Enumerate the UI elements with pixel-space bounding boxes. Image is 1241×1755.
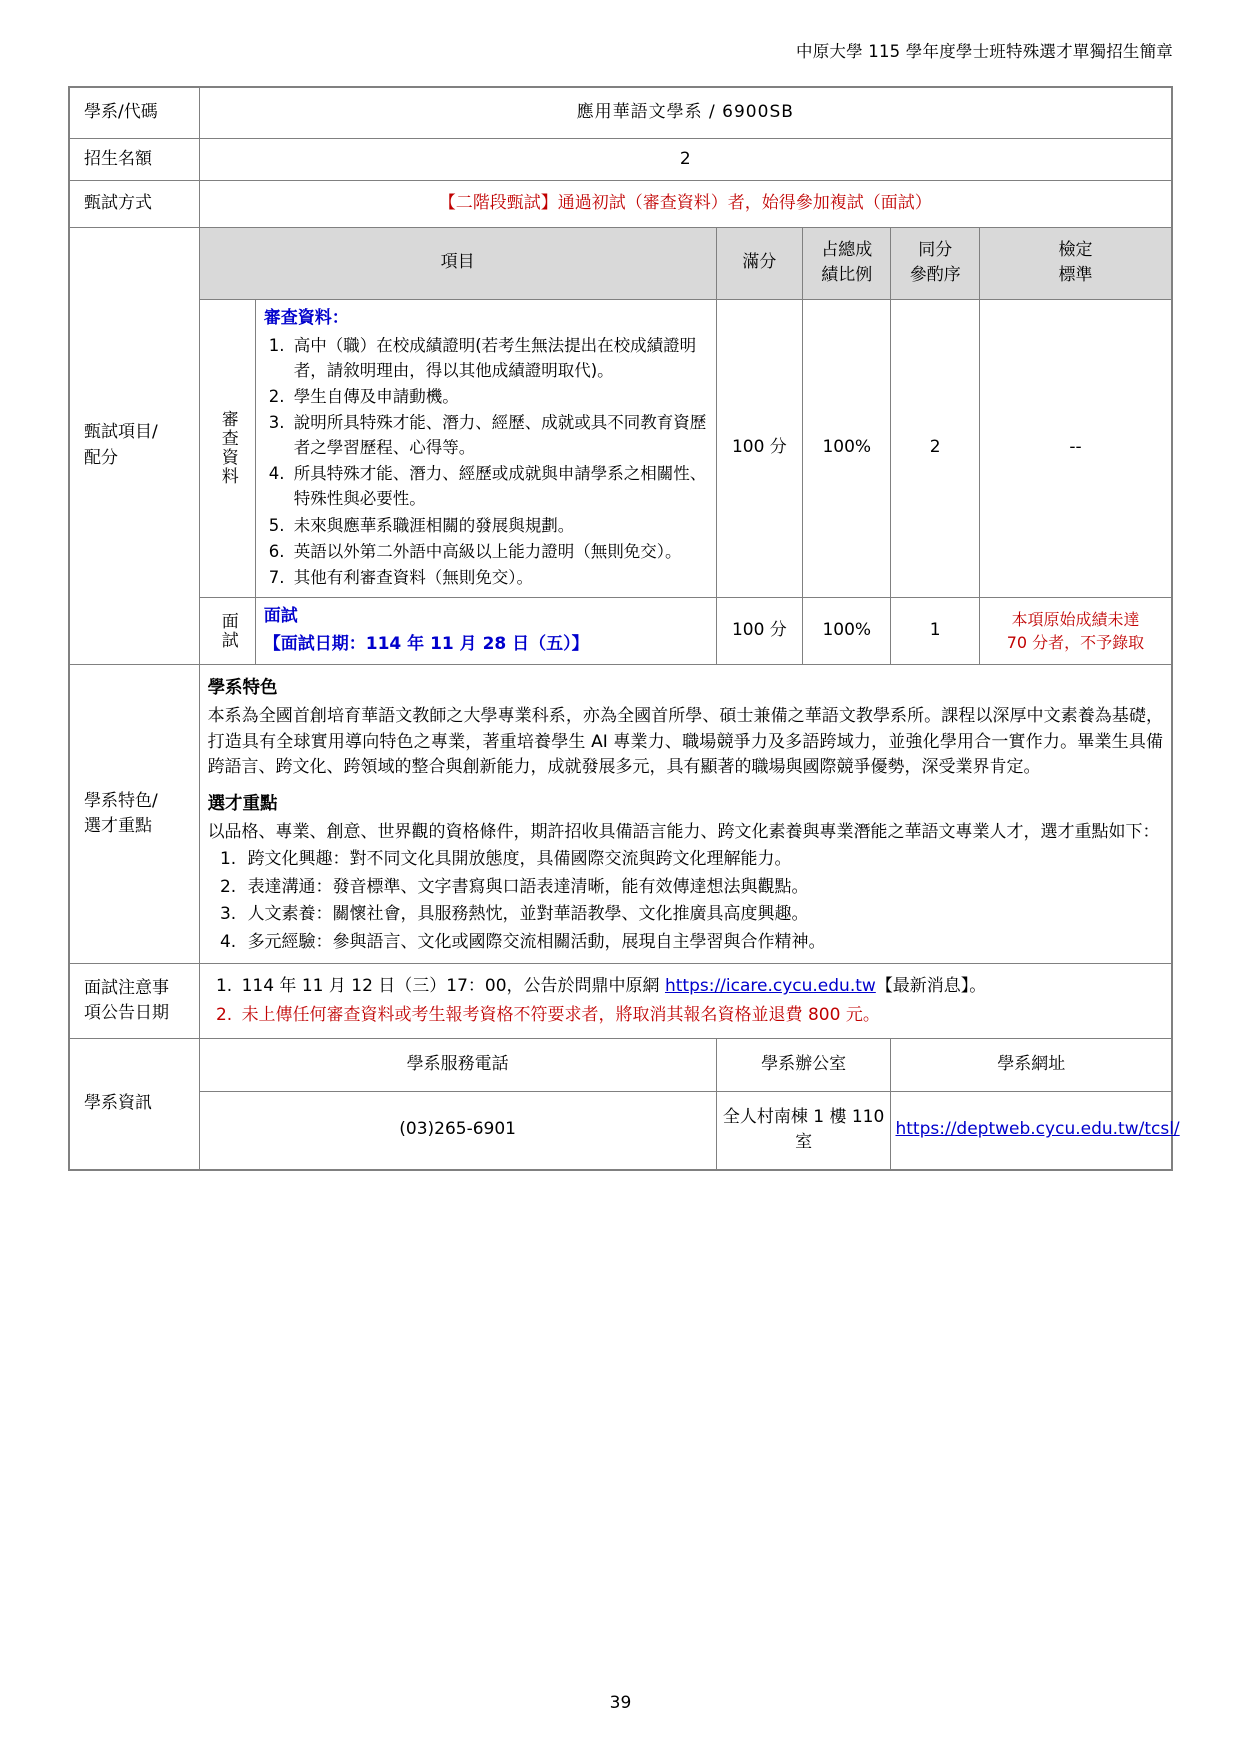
list-item	[238, 972, 1163, 1001]
document-header: 中原大學 115 學年度學士班特殊選才單獨招生簡章	[796, 42, 1173, 61]
select-title: 選才重點	[207, 793, 278, 814]
value-dept-phone: (03)265-6901	[199, 1091, 716, 1170]
cell-review-documents-list	[255, 299, 716, 597]
list-item: 5. 未來與應華系職涯相關的發展與規劃。	[290, 513, 708, 538]
list-item: 2. 未上傳任何審查資料或考生報考資格不符要求者，將取消其報名資格並退費 800 元。	[238, 1001, 1163, 1030]
interview-date: 【面試日期：114 年 11 月 28 日（五）】	[263, 633, 589, 654]
cell-department-features	[199, 664, 1172, 964]
label-selection-items	[69, 227, 199, 664]
review-documents-items	[264, 333, 708, 590]
interview-ratio: 100%	[803, 597, 891, 664]
review-ratio: 100%	[803, 299, 891, 597]
label-department-features-line1: 學系特色/	[84, 790, 158, 811]
table-row-dept-info-values	[69, 1091, 1172, 1170]
header-standard-line1: 檢定	[1058, 239, 1093, 260]
table-row-interview-notice	[69, 964, 1172, 1039]
header-tiebreak-line2: 參酌序	[909, 265, 961, 285]
review-standard: --	[979, 299, 1172, 597]
header-full-score: 滿分	[716, 227, 802, 299]
header-tiebreak-line1: 同分	[918, 239, 953, 260]
list-item: 2. 學生自傳及申請動機。	[290, 384, 708, 409]
label-selection-method: 甄試方式	[69, 181, 199, 228]
interview-standard-line1: 本項原始成績未達	[1011, 609, 1140, 629]
label-department-features	[69, 664, 199, 964]
label-interview-vertical	[199, 597, 255, 664]
header-tiebreak	[891, 227, 979, 299]
interview-tiebreak: 1	[891, 597, 979, 664]
vertical-text-interview: 面試	[217, 611, 238, 650]
interview-standard	[979, 597, 1172, 664]
header-dept-office: 學系辦公室	[716, 1039, 891, 1092]
review-tiebreak: 2	[891, 299, 979, 597]
list-item: 1. 高中（職）在校成績證明(若考生無法提出在校成績證明者，請敘明理由，得以其他成績證明取代)。	[290, 333, 708, 383]
label-interview-notice	[69, 964, 199, 1039]
header-dept-phone: 學系服務電話	[199, 1039, 716, 1092]
table-row-method	[69, 181, 1172, 228]
table-row-department-features	[69, 664, 1172, 964]
review-documents-title: 審查資料：	[263, 307, 349, 328]
label-quota: 招生名額	[69, 138, 199, 181]
table-row-review-documents	[69, 299, 1172, 597]
interview-full-score: 100 分	[716, 597, 802, 664]
header-standard	[979, 227, 1172, 299]
select-points-list	[208, 847, 1163, 955]
label-interview-notice-line2: 項公告日期	[84, 1003, 169, 1024]
header-ratio-line1: 占總成	[821, 239, 873, 260]
value-selection-method: 【二階段甄試】通過初試（審查資料）者，始得參加複試（面試）	[199, 181, 1172, 228]
interview-title: 面試	[263, 606, 298, 627]
list-item: 2. 表達溝通：發音標準、文字書寫與口語表達清晰，能有效傳達想法與觀點。	[242, 875, 1163, 901]
label-department-code: 學系/代碼	[69, 87, 199, 138]
list-item: 1. 跨文化興趣：對不同文化具開放態度，具備國際交流與跨文化理解能力。	[242, 847, 1163, 873]
feature-text: 本系為全國首創培育華語文教師之大學專業科系，亦為全國首所學、碩士兼備之華語文教學系所。課程以深厚中文素養為基礎，打造具有全球實用導向特色之專業，著重培養學生 AI 專業力、職場競爭力及多語跨域力，並強化學用合一實作力。畢業生具備跨語言、跨文化、跨領域的整合與創新能力，成就發展多元，具有顯著的職場與國際競爭優勢，深受業界肯定。	[207, 706, 1163, 778]
list-item: 3. 人文素養：關懷社會，具服務熱忱，並對華語教學、文化推廣具高度興趣。	[242, 902, 1163, 928]
list-item: 4. 所具特殊才能、潛力、經歷或成就與申請學系之相關性、特殊性與必要性。	[290, 461, 708, 511]
value-department-name-code: 應用華語文學系 / 6900SB	[199, 87, 1172, 138]
label-department-info: 學系資訊	[69, 1039, 199, 1170]
header-ratio-line2: 績比例	[821, 265, 873, 285]
feature-title: 學系特色	[207, 677, 278, 698]
list-item: 7. 其他有利審查資料（無則免交）。	[290, 565, 708, 590]
value-dept-office: 全人村南棟 1 樓 110 室	[716, 1091, 891, 1170]
list-item: 3. 說明所具特殊才能、潛力、經歷、成就或具不同教育資歷者之學習歷程、心得等。	[290, 410, 708, 460]
dept-website-link[interactable]: https://deptweb.cycu.edu.tw/tcsl/	[895, 1119, 1180, 1140]
table-row-dept-info-header	[69, 1039, 1172, 1092]
table-row-criteria-header	[69, 227, 1172, 299]
notice-item1-pre: 114 年 11 月 12 日（三）17：00，公告於問鼎中原網	[241, 976, 665, 997]
value-quota: 2	[199, 138, 1172, 181]
admission-info-table	[68, 86, 1180, 1171]
label-department-features-line2: 選才重點	[84, 816, 152, 837]
header-item: 項目	[199, 227, 716, 299]
table-row-interview	[69, 597, 1172, 664]
page-number: 39	[609, 1693, 632, 1713]
label-review-documents-vertical	[199, 299, 255, 597]
table-row-department	[69, 87, 1172, 138]
vertical-text-review: 審查資料	[217, 410, 238, 487]
interview-standard-line2: 70 分者，不予錄取	[1006, 632, 1145, 652]
select-intro: 以品格、專業、創意、世界觀的資格條件，期許招收具備語言能力、跨文化素養與專業潛能之華語文專業人才，選才重點如下：	[207, 821, 1160, 842]
review-full-score: 100 分	[716, 299, 802, 597]
header-standard-line2: 標準	[1058, 265, 1093, 285]
list-item: 4. 多元經驗：參與語言、文化或國際交流相關活動，展現自主學習與合作精神。	[242, 930, 1163, 956]
notice-list	[208, 972, 1163, 1030]
label-selection-items-line2: 配分	[84, 447, 118, 468]
icare-link[interactable]: https://icare.cycu.edu.tw	[664, 976, 876, 997]
cell-interview-notice	[199, 964, 1172, 1039]
label-interview-notice-line1: 面試注意事	[84, 977, 169, 998]
list-item: 6. 英語以外第二外語中高級以上能力證明（無則免交）。	[290, 539, 708, 564]
table-row-quota	[69, 138, 1172, 181]
notice-item1-post: 【最新消息】。	[875, 976, 987, 997]
label-selection-items-line1: 甄試項目/	[84, 422, 158, 443]
header-dept-website: 學系網址	[891, 1039, 1172, 1092]
cell-interview-info	[255, 597, 716, 664]
header-ratio	[803, 227, 891, 299]
